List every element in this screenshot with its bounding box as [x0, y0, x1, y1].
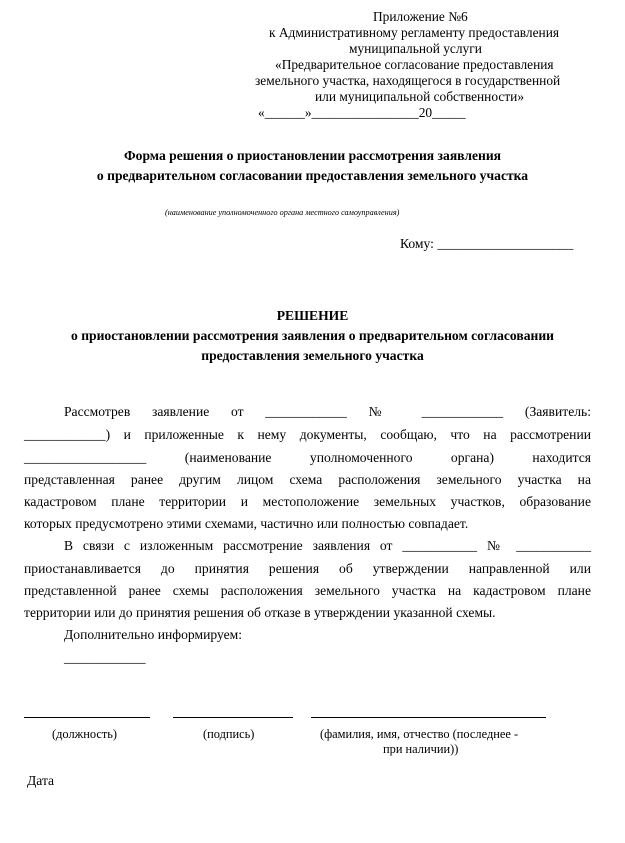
date-label: Дата [27, 773, 55, 788]
paragraph-1-line-5: кадастровом плане территории и местоположение земельных участков, образование [24, 494, 591, 509]
paragraph-1-line-4: представленная ранее другим лицом схема расположения земельного участка на [24, 472, 591, 487]
name-caption-line-2: при наличии)) [383, 742, 459, 756]
paragraph-1-line-6: которых предусмотрено этими схемами, частично или полностью совпадает. [24, 516, 469, 531]
name-caption-line-1: (фамилия, имя, отчество (последнее - [320, 727, 519, 741]
decision-subtitle-line-2: предоставления земельного участка [201, 348, 424, 363]
authority-caption: (наименование уполномоченного органа местного самоуправления) [165, 208, 400, 217]
appendix-regulation: к Административному регламенту предоставления [269, 25, 560, 40]
paragraph-2-line-2: приостанавливается до принятия решения об утверждении направленной или [24, 561, 591, 576]
form-title-line-1: Форма решения о приостановлении рассмотрения заявления [123, 148, 502, 163]
appendix-number: Приложение №6 [373, 9, 468, 24]
to-field: Кому: ____________________ [400, 236, 574, 251]
position-caption: (должность) [52, 727, 118, 741]
sign-signature-line [173, 717, 293, 718]
appendix-service-name-3: или муниципальной собственности» [315, 89, 525, 104]
paragraph-2-line-3: представленной ранее схемы расположения земельного участка на кадастровом плане [24, 583, 591, 598]
appendix-service-name-2: земельного участка, находящегося в государственной [255, 73, 561, 88]
decision-subtitle-line-1: о приостановлении рассмотрения заявления о предварительном согласовании [71, 328, 554, 343]
paragraph-1-line-3: __________________ (наименование уполномоченного органа) находится [24, 450, 591, 465]
appendix-service-name-1: «Предварительное согласование предоставления [275, 57, 554, 72]
paragraph-2-line-1: В связи с изложенным рассмотрение заявления от ___________ № ___________ [64, 538, 591, 553]
position-signature-line [24, 717, 150, 718]
sign-caption: (подпись) [203, 727, 255, 741]
paragraph-1-line-2: ____________) и приложенные к нему документы, сообщаю, что на рассмотрении [24, 427, 591, 442]
paragraph-1-line-1: Рассмотрев заявление от ____________ № ____________ (Заявитель: [64, 404, 591, 419]
name-signature-line [311, 717, 546, 718]
form-title-line-2: о предварительном согласовании предоставления земельного участка [96, 168, 529, 183]
paragraph-2-line-4: территории или до принятия решения об отказе в утверждении указанной схемы. [24, 605, 496, 620]
decision-title: РЕШЕНИЕ [276, 308, 349, 323]
appendix-service: муниципальной услуги [349, 41, 482, 56]
paragraph-3: Дополнительно информируем: [64, 627, 242, 642]
additional-info-blank: ____________ [64, 650, 146, 665]
appendix-date-blank: «______»________________20_____ [258, 105, 466, 120]
